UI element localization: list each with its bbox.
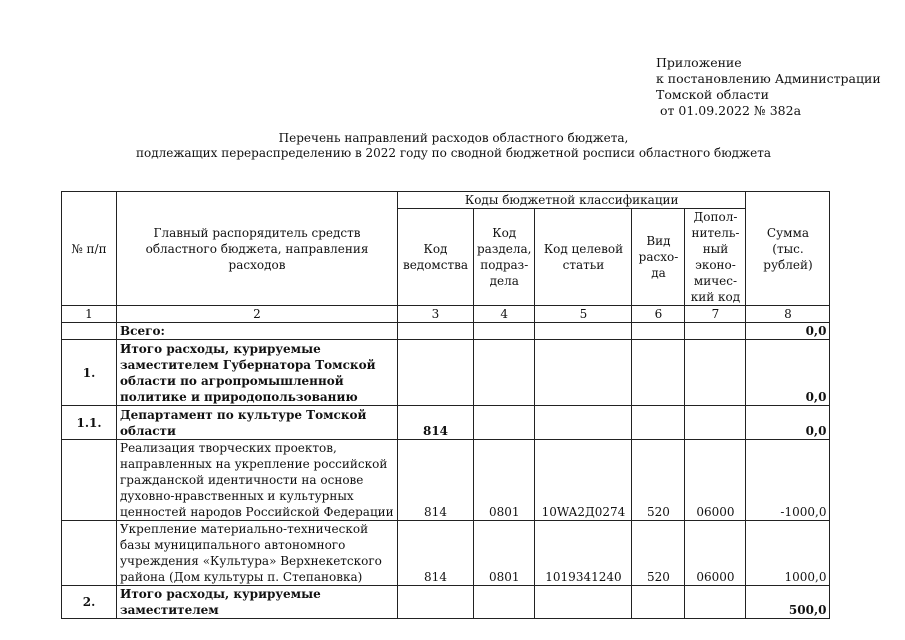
row-num: 1.1. [62, 406, 117, 440]
row-sum: 1000,0 [746, 521, 830, 586]
table-row [62, 340, 830, 406]
row-type [632, 340, 685, 406]
row-target [535, 340, 632, 406]
row-section [474, 586, 535, 619]
row-dept [398, 586, 474, 619]
row-dept: 814 [398, 521, 474, 586]
document-title [60, 131, 847, 161]
table-row [62, 440, 830, 521]
row-target [535, 323, 632, 340]
row-type [632, 406, 685, 440]
header-target-code: Код целевой статьи [535, 209, 632, 306]
column-number-row [62, 306, 830, 323]
row-sum: -1000,0 [746, 440, 830, 521]
header-dept-code: Код ведомства [398, 209, 474, 306]
row-num: 2. [62, 586, 117, 619]
col-number: 7 [685, 306, 746, 323]
header-sum: Сумма (тыс. рублей) [746, 192, 830, 306]
row-type [632, 323, 685, 340]
row-section: 0801 [474, 521, 535, 586]
row-type: 520 [632, 440, 685, 521]
row-extra: 06000 [685, 440, 746, 521]
row-name: Укрепление материально-технической базы муниципального автономного учреждения «Культура» Верхнекетского района (Дом культуры п. Степановка) [117, 521, 398, 586]
row-sum: 500,0 [746, 586, 830, 619]
row-section [474, 340, 535, 406]
col-number: 2 [117, 306, 398, 323]
budget-table [61, 191, 830, 619]
col-number: 4 [474, 306, 535, 323]
approval-line: Томской области [656, 87, 769, 102]
row-name: Реализация творческих проектов, направленных на укрепление российской гражданской идентичности на основе духовно-нравственных и культурных ценностей народов Российской Федерации [117, 440, 398, 521]
row-dept [398, 340, 474, 406]
row-num [62, 521, 117, 586]
row-dept: 814 [398, 440, 474, 521]
table-row [62, 323, 830, 340]
col-number: 1 [62, 306, 117, 323]
table-row [62, 586, 830, 619]
row-type: 520 [632, 521, 685, 586]
header-extra-code: Допол-нитель-ный эконо-мичес-кий код [685, 209, 746, 306]
row-name: Итого расходы, курируемые заместителем Губернатора Томской области по агропромышленной политике и природопользованию [117, 340, 398, 406]
row-dept [398, 323, 474, 340]
row-target: 10WA2Д0274 [535, 440, 632, 521]
col-number: 6 [632, 306, 685, 323]
row-name: Департамент по культуре Томской области [117, 406, 398, 440]
row-section [474, 323, 535, 340]
col-number: 8 [746, 306, 830, 323]
row-num: 1. [62, 340, 117, 406]
row-sum: 0,0 [746, 340, 830, 406]
row-extra [685, 340, 746, 406]
row-extra: 06000 [685, 521, 746, 586]
header-num: № п/п [62, 192, 117, 306]
row-num [62, 323, 117, 340]
row-extra [685, 323, 746, 340]
row-sum: 0,0 [746, 323, 830, 340]
approval-line: Приложение [656, 55, 742, 70]
row-name: Всего: [117, 323, 398, 340]
row-section: 0801 [474, 440, 535, 521]
header-expense-type: Вид расхо-да [632, 209, 685, 306]
header-section-code: Код раздела, подраз-дела [474, 209, 535, 306]
row-sum: 0,0 [746, 406, 830, 440]
row-extra [685, 406, 746, 440]
row-section [474, 406, 535, 440]
col-number: 3 [398, 306, 474, 323]
row-target: 1019341240 [535, 521, 632, 586]
row-dept: 814 [398, 406, 474, 440]
row-extra [685, 586, 746, 619]
row-num [62, 440, 117, 521]
header-codes-group: Коды бюджетной классификации [398, 192, 746, 209]
row-name: Итого расходы, курируемые заместителем [117, 586, 398, 619]
table-row [62, 406, 830, 440]
row-target [535, 586, 632, 619]
header-name: Главный распорядитель средств областного бюджета, направления расходов [117, 192, 398, 306]
header-row [62, 192, 830, 209]
approval-line: от 01.09.2022 № 382а [656, 103, 802, 118]
row-target [535, 406, 632, 440]
row-type [632, 586, 685, 619]
title-line: Перечень направлений расходов областного бюджета, [278, 131, 629, 145]
col-number: 5 [535, 306, 632, 323]
title-line: подлежащих перераспределению в 2022 году по сводной бюджетной росписи областного бюджета [136, 146, 771, 160]
table-row [62, 521, 830, 586]
approval-line: к постановлению Администрации [656, 71, 881, 86]
approval-block [656, 55, 881, 119]
